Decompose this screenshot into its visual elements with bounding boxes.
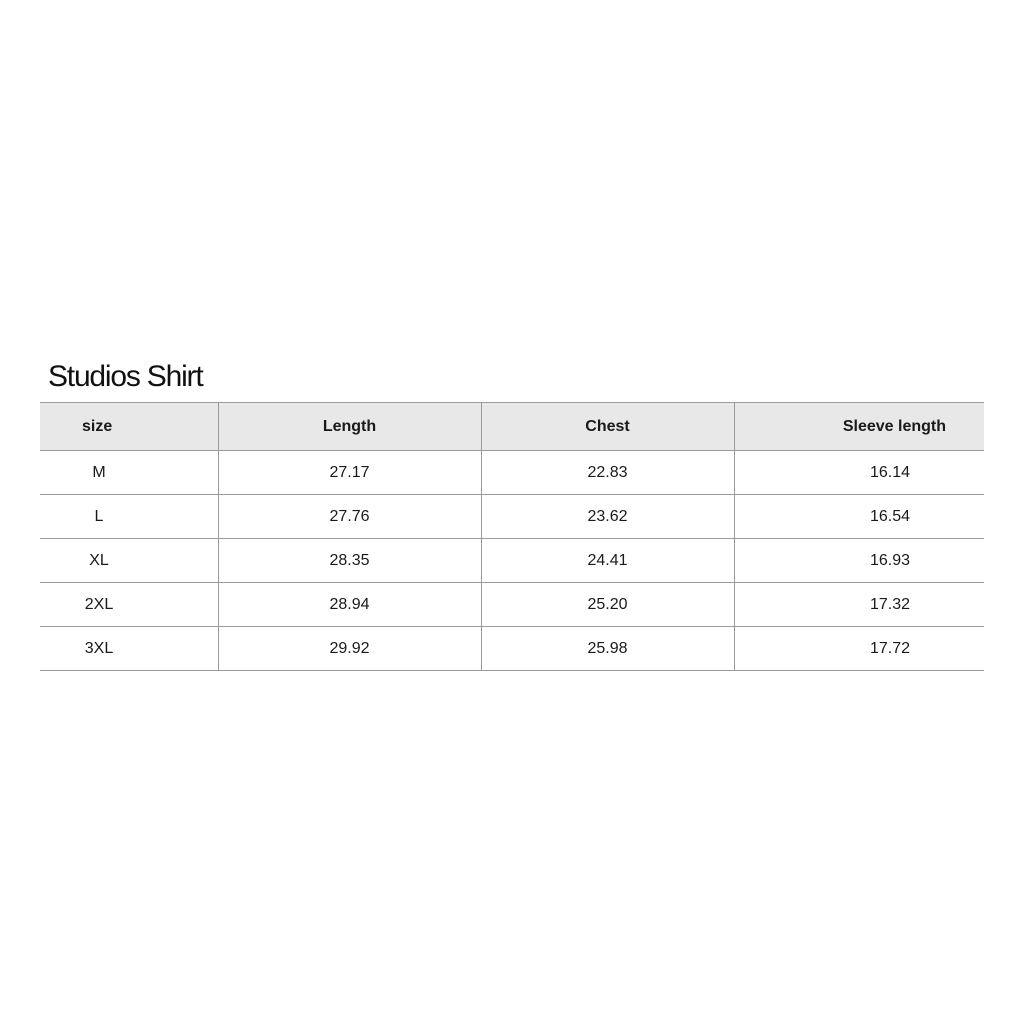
column-header-sleeve-length: Sleeve length — [734, 403, 984, 451]
sleeve-length-cell: 16.93 — [734, 539, 984, 583]
chest-cell: 23.62 — [481, 495, 734, 539]
length-cell: 28.35 — [218, 539, 481, 583]
size-value: L — [94, 507, 104, 525]
column-header-length: Length — [218, 403, 481, 451]
sleeve-length-cell: 16.54 — [734, 495, 984, 539]
length-cell: 27.76 — [218, 495, 481, 539]
size-value: M — [92, 463, 106, 481]
size-cell — [40, 539, 218, 583]
size-cell — [40, 583, 218, 627]
page-title: Studios Shirt — [48, 360, 203, 393]
table-row — [40, 451, 984, 495]
chest-cell: 22.83 — [481, 451, 734, 495]
size-value: 2XL — [84, 595, 114, 613]
table-row — [40, 583, 984, 627]
size-cell — [40, 451, 218, 495]
length-cell: 27.17 — [218, 451, 481, 495]
sleeve-length-cell: 16.14 — [734, 451, 984, 495]
table-row — [40, 539, 984, 583]
column-header-chest: Chest — [481, 403, 734, 451]
chest-cell: 25.98 — [481, 627, 734, 671]
chest-cell: 24.41 — [481, 539, 734, 583]
table-row — [40, 495, 984, 539]
length-cell: 29.92 — [218, 627, 481, 671]
length-cell: 28.94 — [218, 583, 481, 627]
table-header-row — [40, 403, 984, 451]
chest-cell: 25.20 — [481, 583, 734, 627]
table-row — [40, 627, 984, 671]
size-value: XL — [89, 551, 109, 569]
sleeve-length-cell: 17.72 — [734, 627, 984, 671]
size-cell — [40, 627, 218, 671]
column-header-size: size — [40, 403, 218, 451]
sleeve-length-cell: 17.32 — [734, 583, 984, 627]
size-cell — [40, 495, 218, 539]
size-value: 3XL — [84, 639, 114, 657]
size-chart-table — [40, 402, 984, 671]
